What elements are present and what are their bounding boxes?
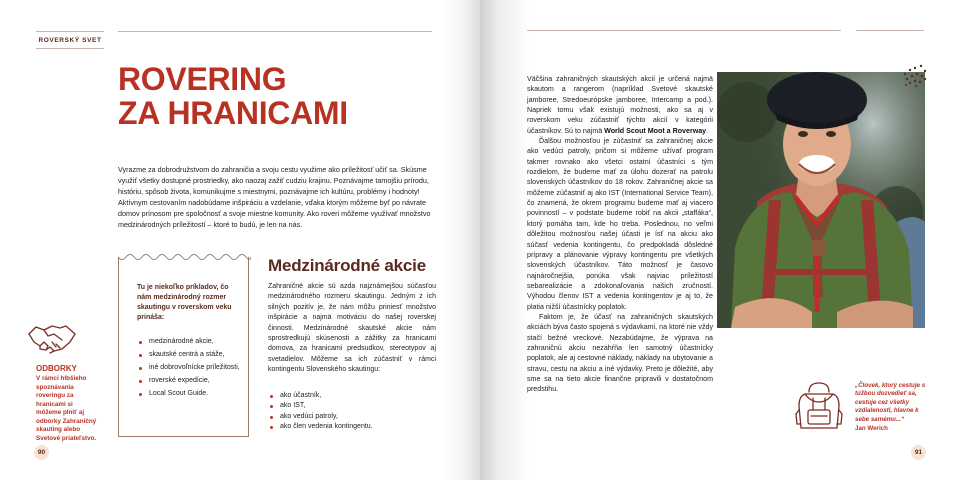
sidebar-list-item: Local Scout Guide.	[137, 389, 243, 399]
book-gutter-shadow-right	[480, 0, 530, 480]
wavy-border-top	[118, 254, 251, 262]
scout-photo	[717, 72, 925, 328]
right-page	[480, 0, 960, 480]
right-paragraph-3: Faktom je, že účasť na zahraničných skautských akciách býva často spojená s výdavkami, na ktoré nie vždy stačí bežné vreckové. Nezabúdajme, že výprava na zahraničnú akciu nezahŕňa len samotný účastnícky poplatok, ale aj cestovné náklady, náklady na ubytovanie a stravu, cestu na akciu a iné výdavky. Preto je dôležité, aby sme sa na tieto akcie finančne pripravili v dostatočnom predstihu.	[527, 312, 713, 394]
participation-list-item: ako člen vedenia kontingentu.	[268, 422, 436, 432]
participation-list	[268, 391, 436, 433]
participation-list-item: ako vedúci patroly,	[268, 412, 436, 422]
page-number-left: 90	[34, 445, 49, 460]
header-rule	[118, 31, 432, 32]
sidebar-list-item: iné dobrovoľnícke príležitosti,	[137, 363, 243, 373]
odborky-text: V rámci hlbšieho spoznávania roveringu za hranicami si môžeme plniť aj odborky Zahraničný skauting alebo Svetové priateľstvo.	[36, 375, 97, 442]
title-line-2: ZA HRANICAMI	[118, 95, 348, 131]
sidebar-list-item: medzinárodné akcie,	[137, 337, 243, 347]
participation-list-item: ako účastník,	[268, 391, 436, 401]
quote-author: Jan Werich	[855, 425, 888, 432]
participation-list-item: ako IST,	[268, 401, 436, 411]
right-paragraph-1	[527, 74, 713, 136]
scout-portrait-illustration	[717, 72, 925, 328]
sidebar-list	[137, 337, 243, 402]
sidebar-list-item: roverské expedície,	[137, 376, 243, 386]
header-rule-right-main	[527, 30, 841, 31]
sidebar-lead: Tu je niekoľko príkladov, čo nám medzinárodný rozmer skautingu v roverskom veku prináša:	[137, 284, 232, 321]
intro-paragraph: Vyrazme za dobrodružstvom do zahraničia a svoju cestu využime ako príležitosť učiť sa. Skúsme využiť všetky dostupné prostriedky, ako naozaj zažiť cudziu krajinu. Poznávajme tamojšiu prírodu, históriu, spôsob života, komunikujme s miestnymi, poznávajme ich kultúru, problémy i hodnoty! Aktívnym cestovaním nadobúdame inšpiráciu a vzdelanie, vďaka ktorým môžeme byť po návrate domov prínosom pre spoločnosť a svoje miestne komunity. Ako roveri môžeme využívať množstvo medzinárodných príležitostí – ktoré to budú, je len na nás.	[118, 165, 431, 229]
dots-cluster-icon	[901, 64, 929, 88]
section-heading: Medzinárodné akcie	[268, 256, 426, 275]
odborky-title: ODBORKY	[36, 364, 77, 373]
page-number-right: 91	[911, 445, 926, 460]
right-body-text	[527, 74, 713, 395]
right-paragraph-1-bold: World Scout Moot a Roverway	[604, 126, 707, 135]
examples-sidebar-box	[118, 257, 249, 437]
right-paragraph-1-text: Väčšina zahraničných skautských akcií je určená najmä skautom a rangerom (napríklad Svetové skautské jamboree, Stredoeurópske jamboree, Intercamp a pod.). Napriek tomu však existujú možnosti, ako sa aj v roverskom veku zúčastniť týchto akcií v kategórii účastníkov. Sú to najmä	[527, 75, 713, 135]
book-gutter-shadow-left	[440, 0, 480, 480]
right-paragraph-1-end: .	[706, 126, 709, 135]
handshake-icon	[26, 320, 78, 356]
section-body: Zahraničné akcie sú azda najznámejšou súčasťou medzinárodného rozmeru skautingu. Jedným z ich silných pozitív je, že nám môžu priniesť množstvo inšpirácie a najmä motiváciu do našej roverskej činnosti. Medzinárodné skautské akcie nám sprostredkujú skúsenosti a zážitky za hranicami domova, za hranicami predsudkov, stereotypov aj svetadielov. Môžeme sa ich zúčastniť v rámci kontingentu Slovenského skautingu:	[268, 283, 436, 374]
page-title	[118, 61, 348, 131]
header-rule-right-short	[856, 30, 924, 31]
section-label: ROVERSKÝ SVET	[36, 31, 104, 49]
right-paragraph-2: Ďalšou možnosťou je zúčastniť sa zahraničnej akcie ako vedúci patroly, pričom si môžeme užívať program takmer rovnako ako všetci ostatní účastníci s tým rozdielom, že budeme mať za úlohu dozerať na patrolu slovenských účastníkov do 18 rokov. Zahraničnej akcie sa môžeme zúčastniť aj ako IST (International Service Team), čo znamená, že okrem programu budeme mať aj viacero povinností – v podstate budeme robiť na akcii „staffáka“, ktorý pomáha tam, kde ho treba. Poslednou, no veľmi dôležitou možnosťou našej účasti je ísť na akciu ako súčasť vedenia kontingentu, čo predpokladá dôsledné prípravy a plánovanie výpravy kontingentu pre všetkých slovenských účastníkov. Táto možnosť je časovo najnáročnejšia, ponúka však najviac príležitostí sebarealizácie a zdokonaľovania našich zručností. Výhodou členov IST a vedenia kontingentov je aj to, že platia nižší účastnícky poplatok.	[527, 137, 713, 311]
quote-text: „Človek, ktorý cestuje s túžbou dozvedieť sa, cestuje cez všetky vzdialenosti, hlavne k sebe samému...“	[855, 382, 926, 423]
sidebar-list-item: skautské centrá a stáže,	[137, 350, 243, 360]
title-line-1: ROVERING	[118, 61, 287, 97]
backpack-icon	[795, 380, 843, 432]
